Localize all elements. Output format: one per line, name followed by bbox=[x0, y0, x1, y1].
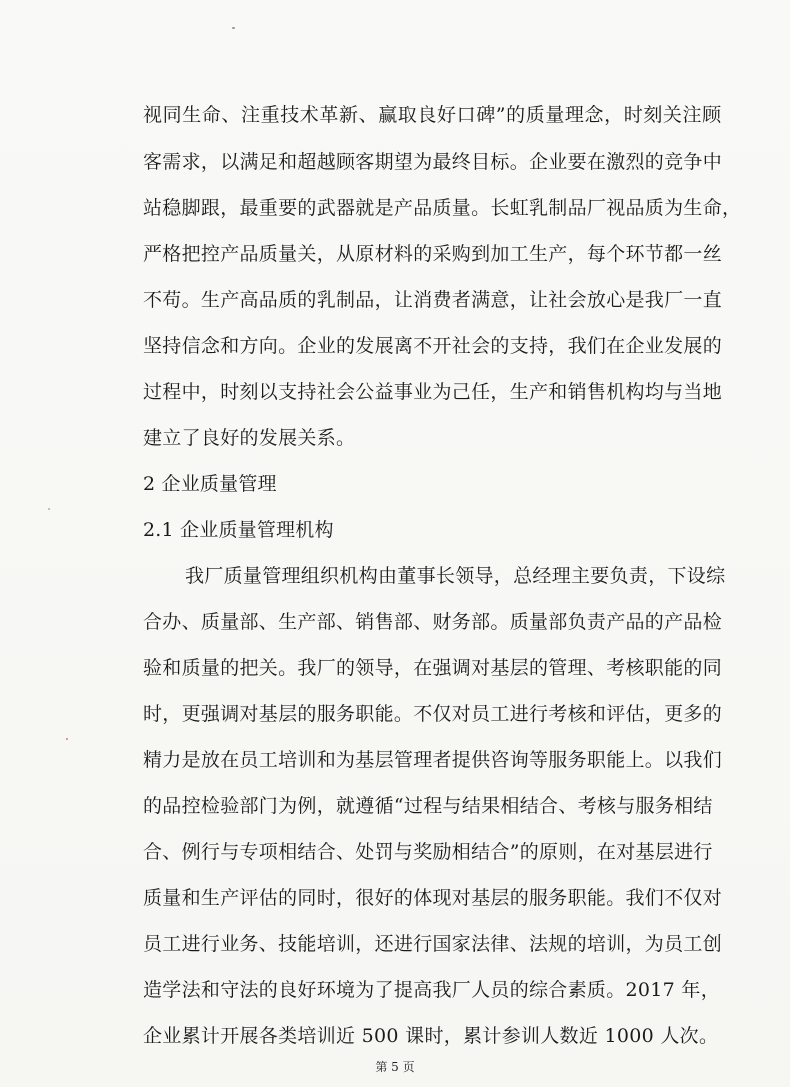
text-line: 过程中，时刻以支持社会公益事业为己任，生产和销售机构均与当地 bbox=[143, 381, 723, 403]
text-line: 合、例行与专项相结合、处罚与奖励相结合”的原则，在对基层进行 bbox=[143, 841, 713, 863]
scan-speck bbox=[66, 738, 68, 740]
text-line: 时，更强调对基层的服务职能。不仅对员工进行考核和评估，更多的 bbox=[143, 703, 723, 725]
text-line: 企业累计开展各类培训近 500 课时，累计参训人数近 1000 人次。 bbox=[143, 1025, 719, 1047]
text-line: 造学法和守法的良好环境为了提高我厂人员的综合素质。2017 年， bbox=[143, 979, 720, 1001]
page-number: 第 5 页 bbox=[375, 1060, 415, 1074]
subsection-heading: 2.1 企业质量管理机构 bbox=[143, 519, 334, 541]
text-line: 坚持信念和方向。企业的发展离不开社会的支持，我们在企业发展的 bbox=[143, 335, 723, 357]
text-line: 视同生命、注重技术革新、赢取良好口碑”的质量理念，时刻关注顾 bbox=[143, 104, 722, 126]
text-line: 我厂质量管理组织机构由董事长领导，总经理主要负责，下设综 bbox=[185, 565, 726, 587]
text-line: 精力是放在员工培训和为基层管理者提供咨询等服务职能上。以我们 bbox=[143, 749, 723, 771]
scan-speck bbox=[48, 508, 50, 510]
text-line: 员工进行业务、技能培训，还进行国家法律、法规的培训，为员工创 bbox=[143, 933, 723, 955]
text-line: 的品控检验部门为例，就遵循“过程与结果相结合、考核与服务相结 bbox=[143, 795, 713, 817]
text-line: 严格把控产品质量关，从原材料的采购到加工生产，每个环节都一丝 bbox=[143, 243, 723, 265]
text-line: 不苟。生产高品质的乳制品，让消费者满意，让社会放心是我厂一直 bbox=[143, 289, 723, 311]
text-line: 建立了良好的发展关系。 bbox=[143, 427, 356, 449]
section-heading: 2 企业质量管理 bbox=[143, 473, 277, 495]
scan-speck bbox=[232, 27, 235, 29]
text-line: 质量和生产评估的同时，很好的体现对基层的服务职能。我们不仅对 bbox=[143, 887, 723, 909]
text-line: 验和质量的把关。我厂的领导，在强调对基层的管理、考核职能的同 bbox=[143, 657, 723, 679]
text-line: 客需求，以满足和超越顾客期望为最终目标。企业要在激烈的竞争中 bbox=[143, 151, 723, 173]
text-line: 合办、质量部、生产部、销售部、财务部。质量部负责产品的产品检 bbox=[143, 611, 723, 633]
text-line: 站稳脚跟，最重要的武器就是产品质量。长虹乳制品厂视品质为生命， bbox=[143, 197, 742, 219]
